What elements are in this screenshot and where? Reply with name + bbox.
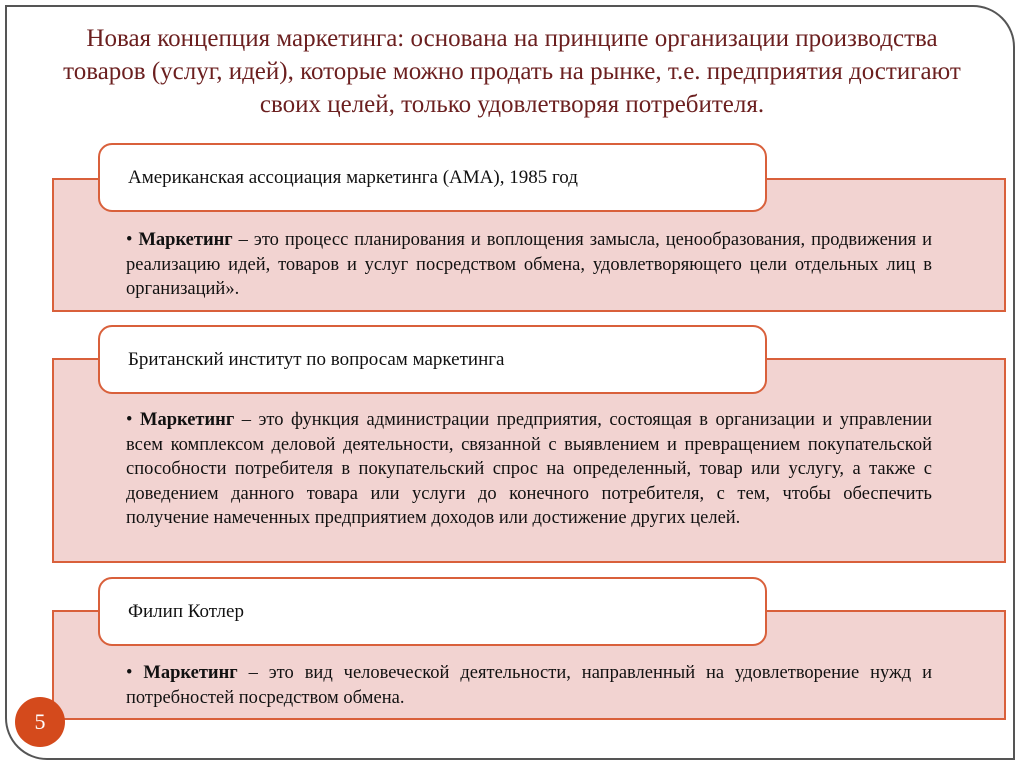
definition-text-ama: [126, 228, 932, 302]
definition: – это вид человеческой деятельности, направленный на удовлетворение нужд и потребностей посредством обмена.: [126, 663, 932, 708]
definition: – это процесс планирования и воплощения замысла, ценообразования, продвижения и реализацию идей, товаров и услуг посредством обмена, удовлетворяющего цели отдельных лиц в организаций».: [126, 230, 932, 299]
source-label-british: Британский институт по вопросам маркетинга: [98, 325, 767, 394]
term: Маркетинг: [138, 230, 233, 250]
source-label-kotler: Филип Котлер: [98, 577, 767, 646]
slide-number-badge: 5: [15, 697, 65, 747]
source-label-ama: Американская ассоциация маркетинга (АМА), 1985 год: [98, 143, 767, 212]
definition: – это функция администрации предприятия, состоящая в организации и управлении всем комплексом деловой деятельности, связанной с выявлением и превращением покупательской способности потребителя в покупательский спрос на определенный, товар или услугу, а также с доведением данного товара или услуги до конечного потребителя, с тем, чтобы обеспечить получение намеченных предприятием доходов или достижение других целей.: [126, 410, 933, 528]
definition-text-british: [126, 408, 932, 531]
definition-text-kotler: [126, 661, 932, 710]
bullet: •: [126, 663, 133, 683]
slide-title: Новая концепция маркетинга: основана на принципе организации производства товаров (услуг, идей), которые можно продать на рынке, т.е. предприятия достигают своих целей, только удовлетворяя потребителя.: [63, 25, 961, 118]
term: Маркетинг: [143, 663, 238, 683]
bullet: •: [126, 410, 133, 430]
term: Маркетинг: [140, 410, 235, 430]
bullet: •: [126, 230, 133, 250]
